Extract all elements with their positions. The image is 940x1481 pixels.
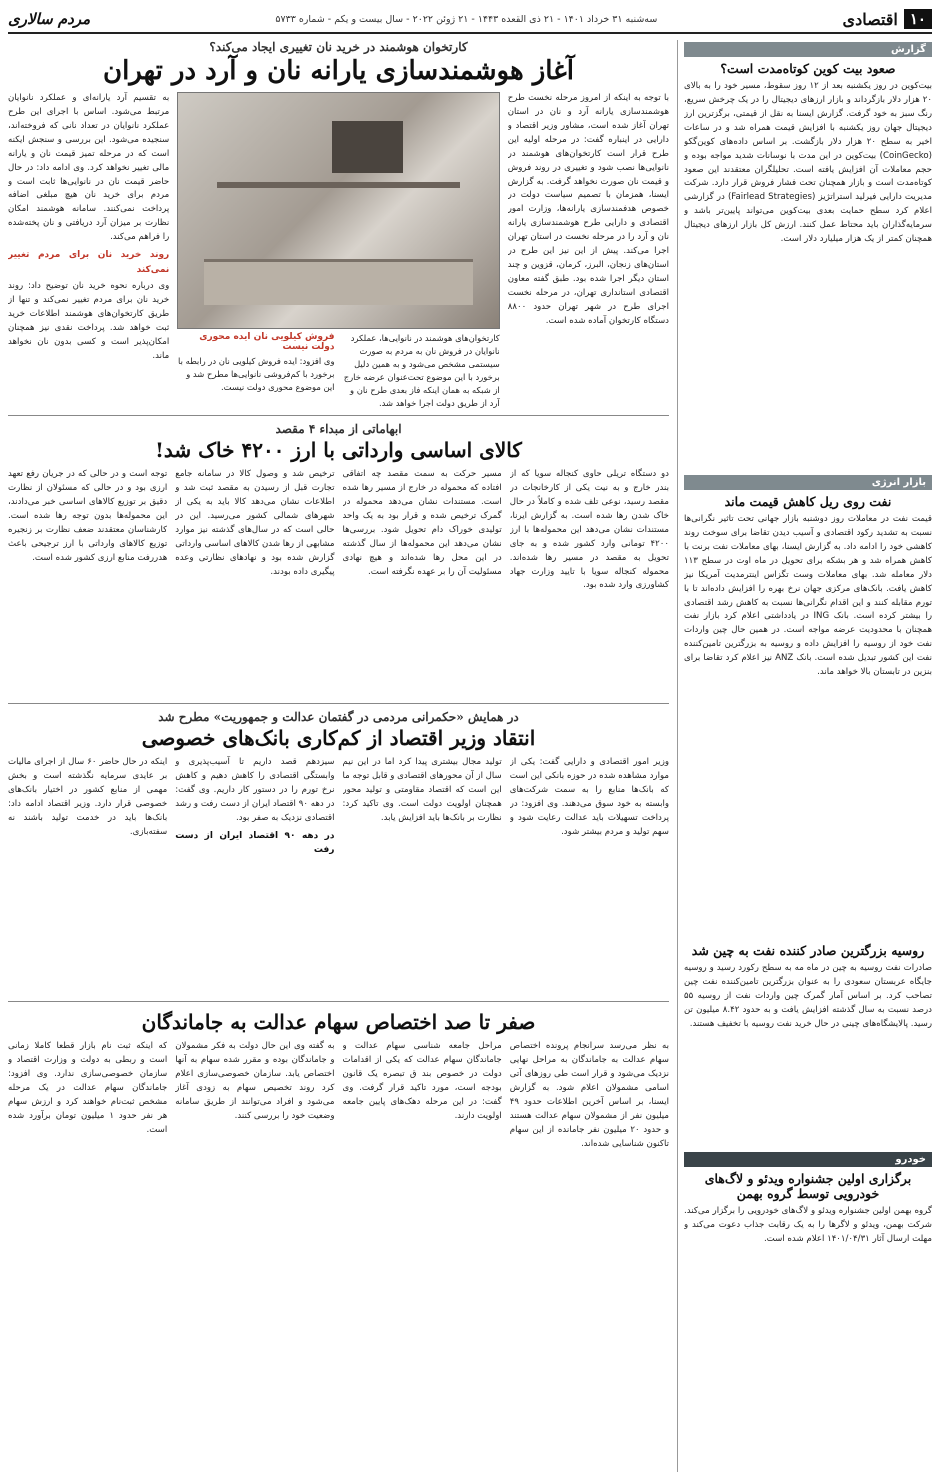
story-title: نفت روی ریل کاهش قیمت ماند: [724, 494, 892, 509]
story-body: [684, 1205, 932, 1305]
article-photo-column: [177, 92, 500, 410]
article-text: ترخیص شد و وصول کالا در سامانه جامع تجارت قبل از رسیدن به مقصد ثبت شد و اطلاعات نشان می‌دهد کالا باید به یکی از شهرهای شمالی کشور می‌رسید. این در حالی است که در سال‌های گذشته نیز موارد مشابهی از رها شدن کالاهای اساسی وارداتی گزارش شده بود و نهادهای نظارتی وعده پیگیری داده بودند.: [175, 469, 335, 577]
section-header: [843, 9, 932, 29]
bakery-photo: [177, 92, 500, 329]
story-title: روسیه بزرگترین صادر کننده نفت به چین شد: [691, 943, 925, 958]
story-kicker: بازار انرژی: [684, 475, 932, 490]
newspaper-brand: مردم سالاری: [8, 10, 91, 28]
sidebar-story-bitcoin: [684, 40, 932, 465]
article-text: مراحل جامعه شناسی سهام عدالت و جاماندگان سهام عدالت که یکی از اقدامات دولت در خصوص بند ق تبصره یک قانون بودجه است، مورد تاکید قرار گرفت. وی گفت: در این مرحله دهک‌های پایین جامعه اولویت دارند.: [342, 1041, 502, 1121]
story-body: [684, 513, 932, 933]
sidebar-column: [677, 40, 932, 1472]
shelf-shape: [217, 182, 461, 188]
article-paragraph: سیزدهم قصد داریم تا آسیب‌پذیری و وابستگی اقتصادی را کاهش دهیم و کاهش نرخ تورم را در دستور کار داریم. وی گفت: در دهه ۹۰ اقتصاد ایران از دست رفت و رشد اقتصادی نزدیک به صفر بود.: [175, 757, 335, 823]
article-text: دو دستگاه تریلی حاوی کنجاله سویا که از بندر خارج و به نیت یکی از کارخانجات در مقصد رسید، نوعی تلف شده و کاملاً در حال خاک شدن رها شده است. به گزارش ایرنا، مستندات نشان می‌دهد این محموله‌ها با ارز ۴۲۰۰ تومانی وارد کشور شده و به جای تحویل به مقصد در مسیر رها شده‌اند. محموله کنجاله سویا با تایید وزارت جهاد کشاورزی وارد شده بود.: [509, 469, 669, 591]
article-headline: آغاز هوشمندسازی یارانه نان و آرد در تهران: [102, 56, 575, 86]
story-body: [684, 962, 932, 1142]
sidebar-story-russia-china: [684, 941, 932, 1142]
oven-shape: [332, 121, 403, 173]
article-column: [8, 92, 169, 410]
article-minister-banks: [8, 710, 669, 1002]
article-text: تولید مجال بیشتری پیدا کرد اما در این نیم سال از آن محورهای اقتصادی و قابل توجه ما این است که اقتصاد مقاومتی و تولید محور همچنان اولویت دولت است. وی تاکید کرد: نظارت بر بانک‌ها باید افزایش یابد.: [342, 757, 502, 823]
article-text: با توجه به اینکه از امروز مرحله نخست طرح هوشمندسازی یارانه آرد و نان در استان تهران آغاز شده است، مشاور وزیر اقتصاد و دارایی در اینباره گفت: در مرحله اولیه این طرح قرار است کارتخوان‌های هوشمند در نانوایی‌ها نصب شود و تغییری در روند فروش و قیمت نان صورت نخواهد گرفت. به گزارش ایسنا، همزمان با تصمیم سیاست دولت در خصوص هدفمندسازی یارانه‌ها، وزارت امور اقتصادی و دارایی طرح هوشمندسازی یارانه نان و آرد را در مرحله نخست در استان تهران اجرا می‌کند. پیش از این نیز این طرح در استان‌های زنجان، البرز، کرمان، قزوین و چند استان دیگر اجرا شده بود. طبق گفته معاون اقتصادی استانداری تهران، در مرحله نخست اجرای طرح در شهر تهران حدود ۸۸۰۰ دستگاه کارتخوان آماده شده است.: [507, 93, 669, 326]
article-subhead: روند خرید نان برای مردم تغییر نمی‌کند: [8, 250, 170, 275]
story-text: صادرات نفت روسیه به چین در ماه مه به سطح رکورد رسید و روسیه جایگاه عربستان سعودی را به عنوان بزرگترین تامین‌کننده نفت چین تصاحب کرد. بر اساس آمار گمرک چین واردات نفت از روسیه ۵۵ درصد نسبت به سال گذشته افزایش یافت و به حدود ۸.۴۲ میلیون تن رسید. پالایشگاه‌های چینی در حال خرید نفت روسیه با تخفیف هستند.: [684, 963, 932, 1029]
article-subhead: فروش کیلویی نان ایده محوری دولت نیست: [199, 332, 335, 352]
date-line: سه‌شنبه ۳۱ خرداد ۱۴۰۱ - ۲۱ ذی القعده ۱۴۴۳ - ۲۱ ژوئن ۲۰۲۲ - سال بیست و یکم - شماره ۵۷۳۳: [275, 13, 658, 25]
story-title: برگزاری اولین جشنواره ویدئو و لاگ‌های خودرویی توسط گروه بهمن: [704, 1171, 912, 1201]
story-text: بیت‌کوین در روز یکشنبه بعد از ۱۲ روز سقوط، مسیر خود را به بالای ۲۰ هزار دلار بازگرداند و بازار ارزهای دیجیتال را در یک چرخش سریع، رنگ سبز به خود گرفت. گزارش ایسنا به نقل از قیمتی، برگزترین ارز دیجیتال جهان روز یکشنبه با افزایش قیمت همراه شد و در ساعات اخیر به سطح ۲۰ هزار دلار بازگشت. بر اساس داده‌های کوین‌گکو (CoinGecko) بیت‌کوین در این مدت با نوسانات شدید مواجه بوده و حجم معاملات آن افزایش یافته است. تحلیلگران معتقدند این صعود کوتاه‌مدت است و بازار همچنان تحت فشار فروش قرار دارد. شرکت مدیریت دارایی فیرلید استراتژیز (Fairlead Strategies) در گزارشی اعلام کرد سطح حمایت بعدی بیت‌کوین می‌تواند پایین‌تر باشد و سرمایه‌گذاران باید محتاط عمل کنند. ارزش کل بازار ارزهای دیجیتال همچنان کمتر از یک هزار میلیارد دلار است.: [684, 81, 932, 245]
article-headline: کالای اساسی وارداتی با ارز ۴۲۰۰ خاک شد!: [155, 438, 522, 463]
article-paragraph: وی درباره نحوه خرید نان توضیح داد: روند خرید نان برای مردم تغییر نمی‌کند و تنها از طریق کارتخوان‌های هوشمند اطلاعات خرید ثبت خواهد شد. پرداخت نقدی نیز همچنان امکان‌پذیر است و کسی بدون نان نخواهد ماند.: [8, 281, 170, 361]
story-text: قیمت نفت در معاملات روز دوشنبه بازار جهانی تحت تاثیر نگرانی‌ها نسبت به تشدید رکود اقتصادی و آسیب دیدن تقاضا برای سوخت روند کاهشی خود را ادامه داد. به گزارش ایسنا، بهای معاملات نفت برنت با کاهش همراه شد و هر بشکه برای تحویل در ماه اوت در سطح ۱۱۳ دلار معامله شد. بهای معاملات وست تگزاس اینترمدیت آمریکا نیز کاهش یافت. بانک‌های مرکزی جهان نرخ بهره را افزایش داده‌اند تا با تورم مقابله کنند و این اقدام نگرانی‌ها نسبت به کاهش رشد اقتصادی را بیشتر کرده است. بانک ING در یادداشتی اعلام کرد بازار نفت همچنان با محدودیت عرضه مواجه است. در همین حال چین واردات نفت خود از روسیه را افزایش داده و روسیه به بزرگترین تامین‌کننده نفت این کشور تبدیل شده است. بانک ANZ نیز اعلام کرد تقاضا برای بنزین در تابستان بالا خواهد ماند.: [684, 514, 932, 678]
article-surtitle: ابهاماتی از مبداء ۴ مقصد: [275, 422, 402, 437]
story-title: صعود بیت کوین کوتاه‌مدت است؟: [720, 61, 896, 76]
article-text: وی افزود: ایده فروش کیلویی نان در رابطه با برخورد با کم‌فروشی نانوایی‌ها مطرح شد و این موضوع محوری دولت نیست.: [178, 356, 335, 393]
main-content: [8, 40, 669, 1472]
photo-caption: کارتخوان‌های هوشمند در نانوایی‌ها، عملکرد نانوایان در فروش نان به مردم به صورت سیستمی مشخص می‌شود و به همین دلیل برخورد با این موضوع تحت‌عنوان عرضه خارج از شبکه به همان اینکه فاز بعدی طرح نان و آرد از طریق دولت اجرا خواهد شد.: [343, 333, 500, 409]
article-justice-shares: [8, 1008, 669, 1390]
article-surtitle: کارتخوان هوشمند در خرید نان تغییری ایجاد می‌کند؟: [209, 40, 468, 54]
article-text: وزیر امور اقتصادی و دارایی گفت: یکی از موارد مشاهده شده در حوزه بانکی این است که بانک‌ها منابع را به سمت شرکت‌های وابسته به خود سوق می‌دهند. وی افزود: در پرداخت تسهیلات باید عدالت رعایت شود و سهم تولید و مردم بیشتر شود.: [509, 757, 669, 837]
article-text: اینکه در حال حاضر ۶۰ سال از اجرای مالیات بر عایدی سرمایه نگذشته است و بخش مهمی از منابع کشور در اختیار بانک‌های خصوصی قرار دارد. وزیر اقتصاد ادامه داد: بانک‌ها باید در خدمت تولید باشند نه سفته‌بازی.: [8, 757, 168, 837]
article-paragraph: به تقسیم آرد یارانه‌ای و عملکرد نانوایان مرتبط می‌شود. اساس با اجرای این طرح عملکرد نانوایان در تعداد نانی که فروخته‌اند، سنجیده می‌شود. این بررسی و سنجش ایکنه است که در مرحله تمیز قیمت نان و یارانه مالی تغییر نخواهد کرد. وی ادامه داد: در حال حاضر قیمت نان در نانوایی‌ها ثابت است و مردم برای خرید نان هیچ مبلغی اضافه پرداخت نمی‌کنند. سامانه هوشمند امکان نظارت بر میزان آرد دریافتی و نان پخته‌شده را فراهم می‌کند.: [8, 93, 170, 243]
article-text: که اینکه ثبت نام بازار قطعا کاملا زمانی است و ربطی به دولت و وزارت اقتصاد و سازمان خصوصی‌سازی ندارد. وی افزود: جاماندگان سهام عدالت در یک مرحله مشخص ثبت‌نام خواهند کرد و ارزش سهام هر نفر حدود ۱ میلیون تومان برآورد شده است.: [8, 1041, 168, 1135]
article-text: به گفته وی این حال دولت به فکر مشمولان و جاماندگان بوده و مقرر شده سهام به آنها اختصاص یابد. سازمان خصوصی‌سازی اعلام کرد روند تخصیص سهام به زودی آغاز می‌شود و افراد می‌توانند از طریق سامانه وضعیت خود را بررسی کنند.: [175, 1041, 335, 1121]
section-label: اقتصادی: [842, 9, 898, 29]
article-headline: صفر تا صد اختصاص سهام عدالت به جاماندگان: [141, 1010, 536, 1035]
sidebar-story-oil: [684, 473, 932, 933]
masthead: [8, 6, 932, 34]
article-text: توجه است و در حالی که در جریان رفع تعهد ارزی بود و در حالی که مسئولان از نظارت دقیق بر توزیع کالاهای اساسی خبر می‌دادند، این محموله‌ها بدون توجه رها شده است. کارشناسان معتقدند ضعف نظارت بر زنجیره توزیع کالاهای وارداتی با ارز ترجیحی باعث هدررفت منابع ارزی کشور شده است.: [8, 469, 168, 563]
article-subhead: در دهه ۹۰ اقتصاد ایران از دست رفت: [175, 830, 335, 856]
story-kicker: خودرو: [684, 1152, 932, 1167]
counter-shape: [204, 259, 473, 304]
article-text: [175, 756, 334, 996]
story-text: گروه بهمن اولین جشنواره ویدئو و لاگ‌های خودرویی را برگزار می‌کند. شرکت بهمن، ویدئو و لاگرها را به یک رقابت جذاب دعوت می‌کند و مهلت ارسال آثار ۱۴۰۱/۰۴/۳۱ اعلام شده است.: [684, 1206, 932, 1244]
article-bread-subsidy: [8, 40, 669, 416]
article-imported-goods: [8, 422, 669, 704]
story-body: [684, 80, 932, 465]
article-column: [508, 92, 669, 410]
article-surtitle: در همایش «حکمرانی مردمی در گفتمان عدالت و جمهوریت» مطرح شد: [158, 710, 519, 725]
article-text: [8, 92, 169, 402]
sidebar-story-bahman: [684, 1150, 932, 1305]
page-number: ۱۰: [904, 9, 932, 29]
story-kicker: گزارش: [684, 42, 932, 57]
article-headline: انتقاد وزیر اقتصاد از کم‌کاری بانک‌های خصوصی: [141, 726, 536, 751]
article-text: به نظر می‌رسد سرانجام پرونده اختصاص سهام عدالت به جاماندگان به مراحل نهایی نزدیک می‌شود و قرار است طی روزهای آتی اسامی مشمولان اعلام شود. به گزارش ایسنا، بر اساس آخرین اطلاعات حدود ۴۹ میلیون نفر از مشمولان سهام عدالت هستند و حدود ۲۰ میلیون نفر جامانده از این سهام تاکنون شناسایی شده‌اند.: [509, 1041, 669, 1149]
article-text: مسیر حرکت به سمت مقصد چه اتفاقی افتاده که محموله در خارج از مسیر رها شده است. مستندات نشان می‌دهد محموله در گمرک ترخیص شده و قرار بود به یک واحد تولیدی خوراک دام تحویل شود. بررسی‌ها نشان می‌دهد این محموله‌ها از سال گذشته در این محل رها شده‌اند و هیچ نهادی مسئولیت آن را بر عهده نگرفته است.: [342, 469, 502, 577]
